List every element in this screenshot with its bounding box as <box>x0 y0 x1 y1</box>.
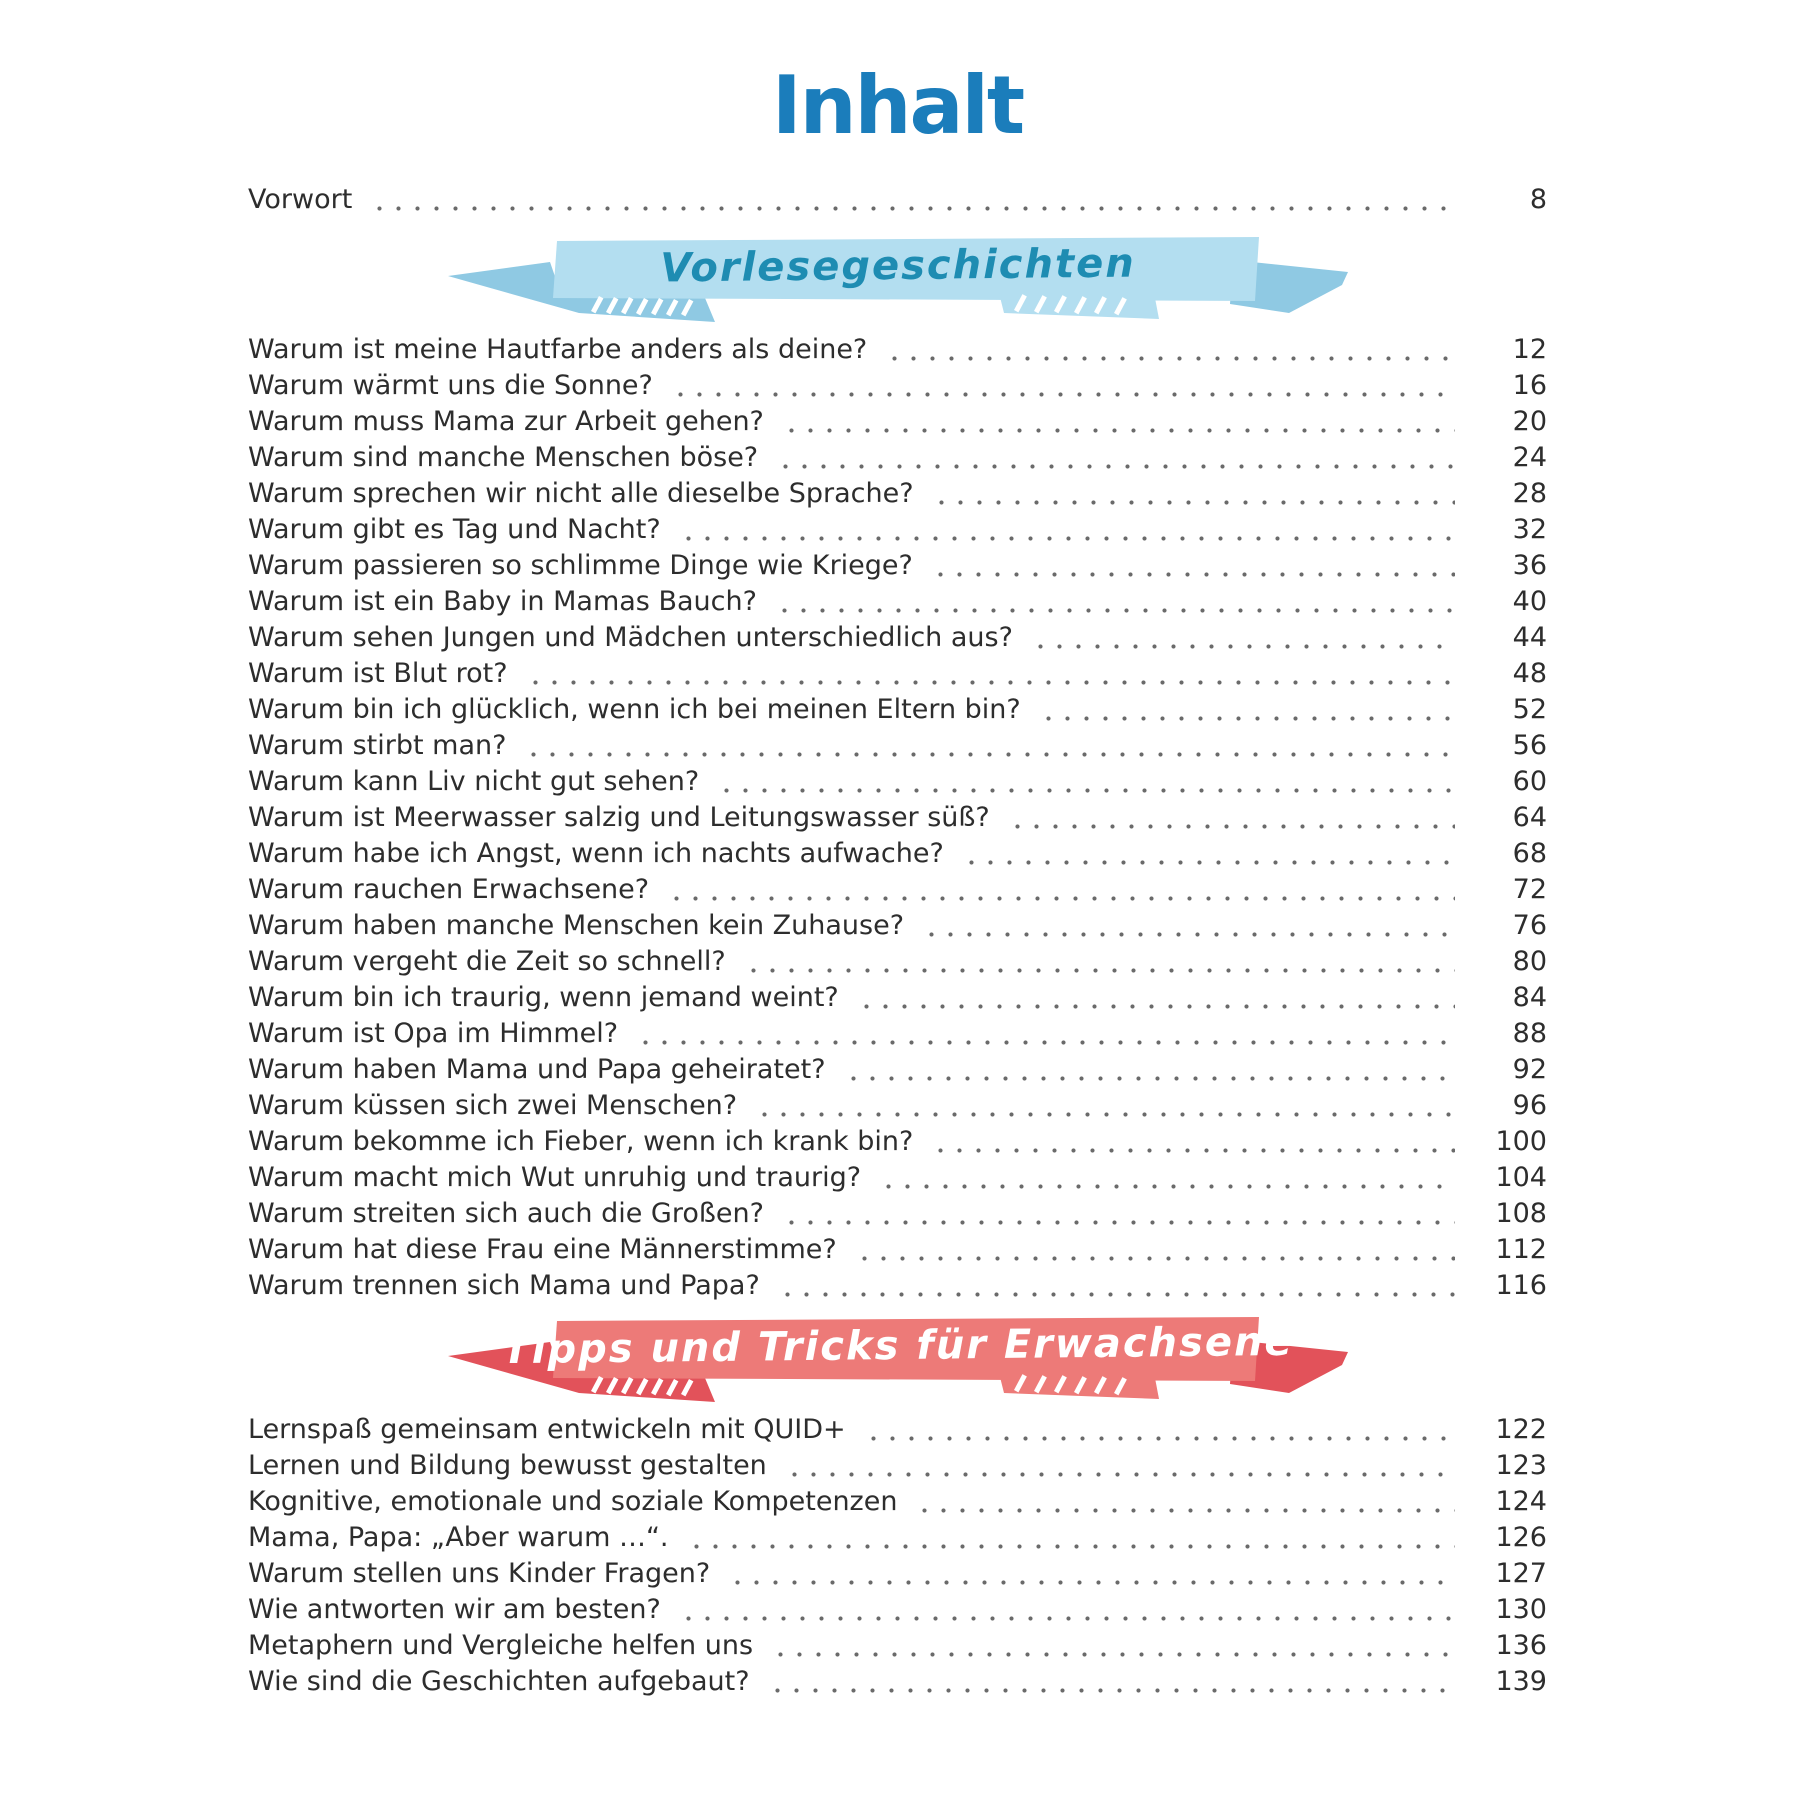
toc-entry-title: Wie antworten wir am besten? <box>248 1594 661 1625</box>
toc-entry-title: Wie sind die Geschichten aufgebaut? <box>248 1666 750 1697</box>
toc-entry-page: 112 <box>1495 1234 1547 1265</box>
toc-entry-preface <box>248 182 1547 218</box>
toc-entry-title: Warum küssen sich zwei Menschen? <box>248 1090 738 1121</box>
toc-entry <box>248 1232 1547 1268</box>
dotted-leader <box>851 1000 1455 1009</box>
toc-entry <box>248 1484 1547 1520</box>
toc-entry-page: 56 <box>1512 730 1547 761</box>
toc-entry-title: Kognitive, emotionale und soziale Kompetenzen <box>248 1486 898 1517</box>
section-banner-label: Vorlesegeschichten <box>659 240 1136 292</box>
toc-entry-title: Warum stirbt man? <box>248 730 507 761</box>
toc-entry-title: Warum haben Mama und Papa geheiratet? <box>248 1054 826 1085</box>
toc-entry <box>248 1160 1547 1196</box>
toc-entry-title: Warum ist Blut rot? <box>248 658 508 689</box>
dotted-leader <box>909 1504 1455 1513</box>
dotted-leader <box>873 1180 1455 1189</box>
dotted-leader <box>779 1468 1455 1477</box>
toc-entry-title: Warum haben manche Menschen kein Zuhause? <box>248 910 905 941</box>
toc-entry <box>248 908 1547 944</box>
toc-entry-page: 88 <box>1512 1018 1547 1049</box>
dotted-leader <box>738 964 1455 973</box>
toc-entry-page: 68 <box>1512 838 1547 869</box>
dotted-leader <box>956 856 1455 865</box>
toc-entry <box>248 872 1547 908</box>
toc-entry-title: Warum wärmt uns die Sonne? <box>248 370 653 401</box>
toc-entry <box>248 800 1547 836</box>
toc-entry <box>248 440 1547 476</box>
dotted-leader <box>925 568 1455 577</box>
toc-entry-page: 139 <box>1495 1666 1547 1697</box>
toc-entry-page: 96 <box>1512 1090 1547 1121</box>
dotted-leader <box>364 202 1455 211</box>
toc-entry <box>248 1196 1547 1232</box>
toc-entry <box>248 1664 1547 1700</box>
toc-entry <box>248 1268 1547 1304</box>
toc-entry-page: 28 <box>1512 478 1547 509</box>
toc-entry-title: Warum macht mich Wut unruhig und traurig? <box>248 1162 862 1193</box>
toc-entry-title: Warum trennen sich Mama und Papa? <box>248 1270 760 1301</box>
toc-entry <box>248 1016 1547 1052</box>
toc-entry-title: Warum habe ich Angst, wenn ich nachts aufwache? <box>248 838 944 869</box>
toc-entry <box>248 332 1547 368</box>
toc-entry-page: 24 <box>1512 442 1547 473</box>
toc-entry-page: 130 <box>1495 1594 1547 1625</box>
toc-entry <box>248 656 1547 692</box>
toc-entry-page: 104 <box>1495 1162 1547 1193</box>
dotted-leader <box>762 1684 1455 1693</box>
page-title: Inhalt <box>771 59 1024 152</box>
toc-entry-title: Warum sehen Jungen und Mädchen unterschiedlich aus? <box>248 622 1013 653</box>
toc-entry-page: 122 <box>1495 1414 1547 1445</box>
dotted-leader <box>1033 712 1455 721</box>
toc-entry-title: Warum passieren so schlimme Dinge wie Kriege? <box>248 550 913 581</box>
toc-entry-page: 136 <box>1495 1630 1547 1661</box>
toc-entry-page: 72 <box>1512 874 1547 905</box>
toc-entry-title: Warum muss Mama zur Arbeit gehen? <box>248 406 764 437</box>
dotted-leader <box>665 388 1455 397</box>
dotted-leader <box>673 532 1455 541</box>
toc-entry <box>248 476 1547 512</box>
dotted-leader <box>630 1036 1455 1045</box>
toc-entry <box>248 944 1547 980</box>
toc-entry <box>248 1628 1547 1664</box>
dotted-leader <box>722 1576 1455 1585</box>
toc-entry-title: Warum ist Opa im Himmel? <box>248 1018 619 1049</box>
dotted-leader <box>916 928 1455 937</box>
toc-entry-page: 12 <box>1512 334 1547 365</box>
dotted-leader <box>849 1252 1455 1261</box>
dotted-leader <box>776 1216 1455 1225</box>
toc-entry <box>248 1412 1547 1448</box>
toc-entry-page: 92 <box>1512 1054 1547 1085</box>
toc-entry-title: Lernen und Bildung bewusst gestalten <box>248 1450 767 1481</box>
toc-entry-title: Warum sprechen wir nicht alle dieselbe Sprache? <box>248 478 914 509</box>
toc-entry <box>248 1124 1547 1160</box>
toc-entry-page: 124 <box>1495 1486 1547 1517</box>
dotted-leader <box>858 1432 1455 1441</box>
toc-entry <box>248 584 1547 620</box>
toc-entry-title: Vorwort <box>248 184 353 215</box>
toc-entry-title: Warum gibt es Tag und Nacht? <box>248 514 661 545</box>
toc-entry-page: 126 <box>1495 1522 1547 1553</box>
toc-entry <box>248 1520 1547 1556</box>
toc-entry-page: 40 <box>1512 586 1547 617</box>
toc-entry <box>248 1592 1547 1628</box>
section-banner-tipps-und-tricks <box>443 1312 1353 1407</box>
toc-entry-title: Warum hat diese Frau eine Männerstimme? <box>248 1234 837 1265</box>
dotted-leader <box>661 892 1455 901</box>
toc-entry <box>248 548 1547 584</box>
toc-entry-page: 100 <box>1495 1126 1547 1157</box>
toc-entry-title: Warum ist meine Hautfarbe anders als deine? <box>248 334 868 365</box>
toc-entry <box>248 512 1547 548</box>
toc-entry-title: Warum ist Meerwasser salzig und Leitungswasser süß? <box>248 802 990 833</box>
dotted-leader <box>926 496 1455 505</box>
dotted-leader <box>765 1648 1455 1657</box>
dotted-leader <box>770 460 1455 469</box>
toc-entry-page: 16 <box>1512 370 1547 401</box>
toc-entry-title: Warum bin ich glücklich, wenn ich bei meinen Eltern bin? <box>248 694 1021 725</box>
toc-entry <box>248 1448 1547 1484</box>
section-banner-vorlesegeschichten <box>443 232 1353 327</box>
toc-entry-page: 80 <box>1512 946 1547 977</box>
toc-entry-title: Warum streiten sich auch die Großen? <box>248 1198 764 1229</box>
toc-entry-page: 20 <box>1512 406 1547 437</box>
toc-entry <box>248 620 1547 656</box>
dotted-leader <box>673 1612 1455 1621</box>
toc-section-list <box>248 332 1547 1304</box>
toc-entry-title: Warum sind manche Menschen böse? <box>248 442 759 473</box>
toc-entry-page: 52 <box>1512 694 1547 725</box>
toc-entry-title: Lernspaß gemeinsam entwickeln mit QUID+ <box>248 1414 846 1445</box>
dotted-leader <box>838 1072 1455 1081</box>
dotted-leader <box>776 424 1455 433</box>
toc-entry-page: 48 <box>1512 658 1547 689</box>
toc-entry-page: 8 <box>1529 184 1547 215</box>
dotted-leader <box>925 1144 1455 1153</box>
toc-entry-page: 123 <box>1495 1450 1547 1481</box>
toc-entry-title: Warum bekomme ich Fieber, wenn ich krank bin? <box>248 1126 914 1157</box>
toc-entry-page: 36 <box>1512 550 1547 581</box>
toc-entry <box>248 368 1547 404</box>
toc-entry <box>248 764 1547 800</box>
toc-entry-page: 116 <box>1495 1270 1547 1301</box>
toc-entry-title: Warum bin ich traurig, wenn jemand weint? <box>248 982 839 1013</box>
dotted-leader <box>1002 820 1455 829</box>
dotted-leader <box>769 604 1455 613</box>
dotted-leader <box>518 748 1455 757</box>
toc-entry-title: Warum stellen uns Kinder Fragen? <box>248 1558 711 1589</box>
toc-entry-page: 108 <box>1495 1198 1547 1229</box>
dotted-leader <box>711 784 1455 793</box>
toc-entry-page: 64 <box>1512 802 1547 833</box>
toc-entry-title: Warum vergeht die Zeit so schnell? <box>248 946 726 977</box>
toc-entry-page: 76 <box>1512 910 1547 941</box>
section-banner-label: Tipps und Tricks für Erwachsene <box>501 1318 1294 1374</box>
toc-entry-title: Metaphern und Vergleiche helfen uns <box>248 1630 754 1661</box>
toc-entry <box>248 404 1547 440</box>
toc-entry-title: Mama, Papa: „Aber warum …“. <box>248 1522 669 1553</box>
dotted-leader <box>879 352 1455 361</box>
toc-entry <box>248 692 1547 728</box>
toc-entry-page: 84 <box>1512 982 1547 1013</box>
toc-entry <box>248 836 1547 872</box>
toc-entry <box>248 728 1547 764</box>
toc-entry <box>248 1052 1547 1088</box>
toc-entry <box>248 1088 1547 1124</box>
toc-entry-page: 32 <box>1512 514 1547 545</box>
toc-entry-title: Warum rauchen Erwachsene? <box>248 874 650 905</box>
toc-entry-title: Warum ist ein Baby in Mamas Bauch? <box>248 586 757 617</box>
toc-entry-title: Warum kann Liv nicht gut sehen? <box>248 766 700 797</box>
dotted-leader <box>772 1288 1455 1297</box>
dotted-leader <box>1025 640 1455 649</box>
toc-entry-page: 60 <box>1512 766 1547 797</box>
dotted-leader <box>749 1108 1455 1117</box>
toc-entry <box>248 1556 1547 1592</box>
toc-entry-page: 44 <box>1512 622 1547 653</box>
toc-entry-page: 127 <box>1495 1558 1547 1589</box>
toc-entry <box>248 980 1547 1016</box>
dotted-leader <box>681 1540 1455 1549</box>
toc-section-list <box>248 1412 1547 1700</box>
dotted-leader <box>520 676 1455 685</box>
